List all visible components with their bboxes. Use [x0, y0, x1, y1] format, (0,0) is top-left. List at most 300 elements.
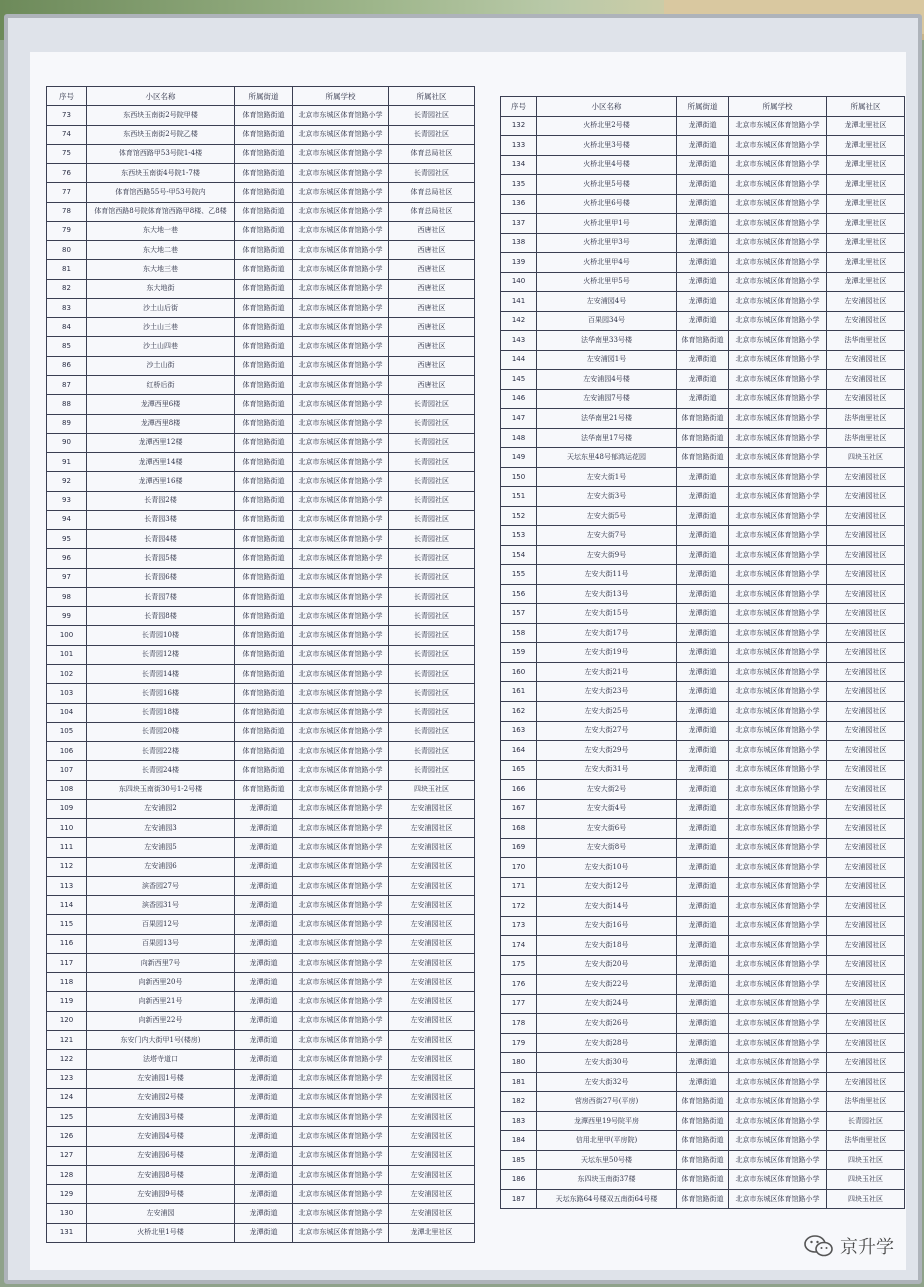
- cell-street: 体育馆路街道: [235, 337, 293, 356]
- header-index: 序号: [501, 97, 537, 117]
- table-row: [47, 664, 475, 683]
- table-row: [47, 568, 475, 587]
- cell-school: 北京市东城区体育馆路小学: [293, 819, 389, 838]
- table-row: [501, 1014, 905, 1034]
- cell-index: 142: [501, 311, 537, 331]
- cell-street: 龙潭街道: [235, 819, 293, 838]
- cell-community-name: 长青园4楼: [87, 530, 235, 549]
- table-row: [47, 934, 475, 953]
- cell-neighborhood: 左安浦园社区: [389, 1146, 475, 1165]
- cell-index: 95: [47, 530, 87, 549]
- cell-school: 北京市东城区体育馆路小学: [293, 453, 389, 472]
- table-row: [501, 701, 905, 721]
- cell-neighborhood: 左安浦园社区: [827, 467, 905, 487]
- cell-school: 北京市东城区体育馆路小学: [293, 260, 389, 279]
- cell-school: 北京市东城区体育馆路小学: [729, 643, 827, 663]
- cell-index: 156: [501, 584, 537, 604]
- cell-school: 北京市东城区体育馆路小学: [729, 936, 827, 956]
- cell-street: 龙潭街道: [235, 1146, 293, 1165]
- cell-street: 龙潭街道: [235, 1127, 293, 1146]
- table-row: [47, 241, 475, 260]
- cell-street: 龙潭街道: [235, 934, 293, 953]
- cell-community-name: 长青园22楼: [87, 742, 235, 761]
- cell-school: 北京市东城区体育馆路小学: [729, 506, 827, 526]
- cell-neighborhood: 左安浦园社区: [389, 799, 475, 818]
- cell-neighborhood: 长青园社区: [389, 722, 475, 741]
- cell-neighborhood: 左安浦园社区: [827, 838, 905, 858]
- cell-community-name: 长青园6楼: [87, 568, 235, 587]
- cell-school: 北京市东城区体育馆路小学: [729, 819, 827, 839]
- cell-street: 龙潭街道: [677, 643, 729, 663]
- cell-street: 龙潭街道: [677, 526, 729, 546]
- cell-neighborhood: 龙潭北里社区: [827, 233, 905, 253]
- cell-community-name: 左安浦园5: [87, 838, 235, 857]
- cell-index: 149: [501, 448, 537, 468]
- cell-school: 北京市东城区体育馆路小学: [293, 838, 389, 857]
- table-row: [501, 545, 905, 565]
- cell-index: 183: [501, 1111, 537, 1131]
- table-row: [501, 1170, 905, 1190]
- cell-community-name: 东四块玉南街30号1-2号楼: [87, 780, 235, 799]
- table-row: [47, 742, 475, 761]
- cell-community-name: 长青园2楼: [87, 491, 235, 510]
- cell-neighborhood: 长青园社区: [389, 433, 475, 452]
- cell-community-name: 左安浦园3号楼: [87, 1108, 235, 1127]
- cell-index: 147: [501, 409, 537, 429]
- cell-index: 97: [47, 568, 87, 587]
- cell-street: 体育馆路街道: [677, 428, 729, 448]
- cell-community-name: 左安大街14号: [537, 897, 677, 917]
- cell-neighborhood: 西唐社区: [389, 260, 475, 279]
- cell-street: 龙潭街道: [677, 370, 729, 390]
- cell-neighborhood: 左安浦园社区: [827, 584, 905, 604]
- table-row: [501, 467, 905, 487]
- cell-community-name: 长青园14楼: [87, 664, 235, 683]
- cell-street: 龙潭街道: [677, 467, 729, 487]
- cell-community-name: 体育馆西路8号院体育馆西路甲8楼、乙8楼: [87, 202, 235, 221]
- cell-school: 北京市东城区体育馆路小学: [729, 448, 827, 468]
- cell-community-name: 左安浦园4号楼: [87, 1127, 235, 1146]
- cell-index: 162: [501, 701, 537, 721]
- left-table: [46, 86, 475, 1243]
- cell-index: 125: [47, 1108, 87, 1127]
- cell-school: 北京市东城区体育馆路小学: [293, 684, 389, 703]
- table-row: [47, 1165, 475, 1184]
- table-row: [501, 506, 905, 526]
- cell-index: 130: [47, 1204, 87, 1223]
- cell-index: 76: [47, 164, 87, 183]
- cell-index: 77: [47, 183, 87, 202]
- table-row: [47, 626, 475, 645]
- table-row: [47, 780, 475, 799]
- cell-neighborhood: 龙潭北里社区: [827, 136, 905, 156]
- cell-street: 龙潭街道: [677, 194, 729, 214]
- cell-school: 北京市东城区体育馆路小学: [729, 994, 827, 1014]
- cell-street: 体育馆路街道: [677, 448, 729, 468]
- cell-street: 体育馆路街道: [677, 1092, 729, 1112]
- cell-neighborhood: 西唐社区: [389, 356, 475, 375]
- cell-street: 体育馆路街道: [677, 1170, 729, 1190]
- cell-neighborhood: 左安浦园社区: [827, 311, 905, 331]
- cell-street: 体育馆路街道: [235, 298, 293, 317]
- cell-school: 北京市东城区体育馆路小学: [293, 125, 389, 144]
- cell-neighborhood: 左安浦园社区: [827, 936, 905, 956]
- cell-school: 北京市东城区体育馆路小学: [729, 214, 827, 234]
- cell-community-name: 左安大街9号: [537, 545, 677, 565]
- table-row: [501, 838, 905, 858]
- table-row: [501, 155, 905, 175]
- cell-neighborhood: 长青园社区: [389, 587, 475, 606]
- cell-index: 137: [501, 214, 537, 234]
- cell-street: 龙潭街道: [677, 214, 729, 234]
- cell-school: 北京市东城区体育馆路小学: [729, 838, 827, 858]
- cell-street: 龙潭街道: [235, 799, 293, 818]
- cell-school: 北京市东城区体育馆路小学: [729, 370, 827, 390]
- cell-index: 101: [47, 645, 87, 664]
- cell-index: 85: [47, 337, 87, 356]
- cell-school: 北京市东城区体育馆路小学: [293, 356, 389, 375]
- cell-community-name: 百果园12号: [87, 915, 235, 934]
- cell-index: 151: [501, 487, 537, 507]
- cell-neighborhood: 左安浦园社区: [827, 760, 905, 780]
- cell-community-name: 长青园10楼: [87, 626, 235, 645]
- cell-street: 龙潭街道: [235, 1165, 293, 1184]
- table-row: [47, 973, 475, 992]
- table-row: [47, 1088, 475, 1107]
- cell-community-name: 长青园5楼: [87, 549, 235, 568]
- cell-community-name: 左安大街21号: [537, 662, 677, 682]
- cell-school: 北京市东城区体育馆路小学: [729, 116, 827, 136]
- cell-street: 龙潭街道: [235, 992, 293, 1011]
- cell-neighborhood: 左安浦园社区: [827, 623, 905, 643]
- cell-community-name: 东安门内大街甲1号(楼房): [87, 1031, 235, 1050]
- table-row: [501, 1072, 905, 1092]
- cell-index: 153: [501, 526, 537, 546]
- cell-index: 129: [47, 1185, 87, 1204]
- cell-index: 139: [501, 253, 537, 273]
- cell-street: 龙潭街道: [235, 1011, 293, 1030]
- cell-community-name: 左安大街10号: [537, 858, 677, 878]
- left-header-row: [47, 87, 475, 106]
- cell-neighborhood: 长青园社区: [389, 106, 475, 125]
- cell-school: 北京市东城区体育馆路小学: [293, 645, 389, 664]
- cell-index: 164: [501, 741, 537, 761]
- cell-index: 154: [501, 545, 537, 565]
- cell-school: 北京市东城区体育馆路小学: [729, 1072, 827, 1092]
- cell-community-name: 长青园3楼: [87, 510, 235, 529]
- cell-index: 166: [501, 780, 537, 800]
- cell-street: 体育馆路街道: [677, 331, 729, 351]
- cell-neighborhood: 左安浦园社区: [827, 955, 905, 975]
- table-row: [501, 194, 905, 214]
- cell-neighborhood: 长青园社区: [389, 453, 475, 472]
- cell-community-name: 左安大街5号: [537, 506, 677, 526]
- table-row: [47, 722, 475, 741]
- cell-neighborhood: 左安浦园社区: [827, 604, 905, 624]
- cell-neighborhood: 左安浦园社区: [389, 973, 475, 992]
- cell-community-name: 体育馆西路甲53号院1-4楼: [87, 144, 235, 163]
- cell-neighborhood: 左安浦园社区: [827, 741, 905, 761]
- cell-community-name: 火桥北里3号楼: [537, 136, 677, 156]
- cell-neighborhood: 左安浦园社区: [389, 1069, 475, 1088]
- cell-community-name: 左安大街32号: [537, 1072, 677, 1092]
- cell-community-name: 左安大街12号: [537, 877, 677, 897]
- table-row: [501, 936, 905, 956]
- cell-neighborhood: 左安浦园社区: [827, 975, 905, 995]
- cell-neighborhood: 左安浦园社区: [827, 799, 905, 819]
- cell-street: 体育馆路街道: [235, 510, 293, 529]
- table-row: [501, 623, 905, 643]
- watermark: [804, 1233, 894, 1259]
- cell-school: 北京市东城区体育馆路小学: [729, 1033, 827, 1053]
- posted-sheet: [30, 52, 906, 1270]
- cell-index: 80: [47, 241, 87, 260]
- cell-index: 178: [501, 1014, 537, 1034]
- cell-index: 120: [47, 1011, 87, 1030]
- cell-neighborhood: 长青园社区: [827, 1111, 905, 1131]
- cell-neighborhood: 左安浦园社区: [827, 643, 905, 663]
- header-community-name: 小区名称: [537, 97, 677, 117]
- cell-neighborhood: 四块玉社区: [389, 780, 475, 799]
- cell-community-name: 左安浦园7号楼: [537, 389, 677, 409]
- cell-neighborhood: 左安浦园社区: [827, 858, 905, 878]
- cell-community-name: 龙潭西里6楼: [87, 395, 235, 414]
- cell-school: 北京市东城区体育馆路小学: [729, 780, 827, 800]
- cell-school: 北京市东城区体育馆路小学: [293, 1185, 389, 1204]
- cell-neighborhood: 四块玉社区: [827, 1189, 905, 1209]
- cell-street: 龙潭街道: [235, 1185, 293, 1204]
- cell-school: 北京市东城区体育馆路小学: [293, 742, 389, 761]
- cell-community-name: 天坛东路64号楼双五南街64号楼: [537, 1189, 677, 1209]
- cell-neighborhood: 长青园社区: [389, 703, 475, 722]
- cell-index: 82: [47, 279, 87, 298]
- table-row: [47, 1108, 475, 1127]
- cell-community-name: 火桥北里甲4号: [537, 253, 677, 273]
- table-row: [501, 799, 905, 819]
- cell-index: 98: [47, 587, 87, 606]
- cell-index: 172: [501, 897, 537, 917]
- cell-community-name: 左安大街23号: [537, 682, 677, 702]
- cell-school: 北京市东城区体育馆路小学: [729, 175, 827, 195]
- cell-street: 龙潭街道: [677, 1014, 729, 1034]
- cell-street: 龙潭街道: [235, 857, 293, 876]
- cell-index: 78: [47, 202, 87, 221]
- cell-index: 84: [47, 318, 87, 337]
- cell-street: 体育馆路街道: [235, 202, 293, 221]
- cell-school: 北京市东城区体育馆路小学: [293, 722, 389, 741]
- cell-index: 141: [501, 292, 537, 312]
- cell-index: 157: [501, 604, 537, 624]
- table-row: [47, 279, 475, 298]
- cell-school: 北京市东城区体育馆路小学: [293, 318, 389, 337]
- cell-community-name: 法华南里33号楼: [537, 331, 677, 351]
- cell-neighborhood: 龙潭北里社区: [827, 194, 905, 214]
- cell-index: 182: [501, 1092, 537, 1112]
- table-row: [501, 214, 905, 234]
- cell-school: 北京市东城区体育馆路小学: [293, 857, 389, 876]
- cell-neighborhood: 长青园社区: [389, 761, 475, 780]
- cell-neighborhood: 长青园社区: [389, 125, 475, 144]
- table-row: [501, 584, 905, 604]
- table-row: [47, 414, 475, 433]
- table-row: [501, 1131, 905, 1151]
- cell-school: 北京市东城区体育馆路小学: [293, 799, 389, 818]
- cell-index: 185: [501, 1150, 537, 1170]
- cell-street: 龙潭街道: [235, 1204, 293, 1223]
- cell-school: 北京市东城区体育馆路小学: [729, 350, 827, 370]
- cell-index: 75: [47, 144, 87, 163]
- cell-neighborhood: 左安浦园社区: [827, 487, 905, 507]
- cell-school: 北京市东城区体育馆路小学: [293, 626, 389, 645]
- table-row: [501, 526, 905, 546]
- cell-school: 北京市东城区体育馆路小学: [729, 526, 827, 546]
- cell-street: 体育馆路街道: [235, 241, 293, 260]
- cell-school: 北京市东城区体育馆路小学: [293, 549, 389, 568]
- cell-school: 北京市东城区体育馆路小学: [729, 1150, 827, 1170]
- cell-community-name: 法华南里21号楼: [537, 409, 677, 429]
- cell-street: 龙潭街道: [677, 662, 729, 682]
- table-row: [501, 253, 905, 273]
- cell-school: 北京市东城区体育馆路小学: [293, 530, 389, 549]
- cell-index: 114: [47, 896, 87, 915]
- cell-street: 体育馆路街道: [677, 409, 729, 429]
- cell-street: 体育馆路街道: [235, 626, 293, 645]
- cell-neighborhood: 长青园社区: [389, 664, 475, 683]
- cell-school: 北京市东城区体育馆路小学: [293, 106, 389, 125]
- cell-neighborhood: 体育总局社区: [389, 144, 475, 163]
- cell-community-name: 左安大街11号: [537, 565, 677, 585]
- cell-school: 北京市东城区体育馆路小学: [293, 607, 389, 626]
- cell-school: 北京市东城区体育馆路小学: [293, 144, 389, 163]
- table-row: [47, 356, 475, 375]
- cell-community-name: 左安大街25号: [537, 701, 677, 721]
- cell-school: 北京市东城区体育馆路小学: [293, 164, 389, 183]
- table-row: [501, 897, 905, 917]
- cell-neighborhood: 左安浦园社区: [827, 662, 905, 682]
- cell-neighborhood: 左安浦园社区: [389, 953, 475, 972]
- cell-neighborhood: 左安浦园社区: [827, 1072, 905, 1092]
- cell-street: 龙潭街道: [235, 953, 293, 972]
- table-row: [47, 953, 475, 972]
- cell-street: 龙潭街道: [235, 1069, 293, 1088]
- cell-street: 龙潭街道: [677, 506, 729, 526]
- cell-street: 龙潭街道: [677, 858, 729, 878]
- cell-community-name: 天坛东里48号郁鸿运花园: [537, 448, 677, 468]
- cell-school: 北京市东城区体育馆路小学: [293, 1223, 389, 1242]
- cell-index: 122: [47, 1050, 87, 1069]
- cell-street: 体育馆路街道: [235, 395, 293, 414]
- cell-community-name: 左安浦园1号楼: [87, 1069, 235, 1088]
- cell-school: 北京市东城区体育馆路小学: [293, 761, 389, 780]
- cell-index: 181: [501, 1072, 537, 1092]
- cell-school: 北京市东城区体育馆路小学: [729, 331, 827, 351]
- cell-community-name: 营房西街27号(平房): [537, 1092, 677, 1112]
- cell-community-name: 左安浦园8号楼: [87, 1165, 235, 1184]
- cell-community-name: 左安浦园4号楼: [537, 370, 677, 390]
- cell-street: 龙潭街道: [677, 1072, 729, 1092]
- cell-community-name: 左安浦园6号楼: [87, 1146, 235, 1165]
- header-neighborhood: 所属社区: [827, 97, 905, 117]
- table-row: [501, 136, 905, 156]
- table-row: [47, 337, 475, 356]
- cell-school: 北京市东城区体育馆路小学: [729, 662, 827, 682]
- cell-street: 龙潭街道: [677, 955, 729, 975]
- cell-school: 北京市东城区体育馆路小学: [729, 877, 827, 897]
- cell-neighborhood: 左安浦园社区: [389, 1031, 475, 1050]
- cell-street: 体育馆路街道: [235, 530, 293, 549]
- cell-index: 86: [47, 356, 87, 375]
- table-row: [501, 955, 905, 975]
- cell-community-name: 东大地一巷: [87, 221, 235, 240]
- cell-street: 龙潭街道: [235, 1050, 293, 1069]
- cell-index: 88: [47, 395, 87, 414]
- cell-community-name: 沙土山四巷: [87, 337, 235, 356]
- cell-neighborhood: 龙潭北里社区: [827, 116, 905, 136]
- cell-street: 龙潭街道: [677, 701, 729, 721]
- cell-street: 龙潭街道: [677, 253, 729, 273]
- cell-neighborhood: 左安浦园社区: [827, 994, 905, 1014]
- table-row: [47, 838, 475, 857]
- cell-index: 79: [47, 221, 87, 240]
- cell-index: 159: [501, 643, 537, 663]
- cell-neighborhood: 龙潭北里社区: [827, 175, 905, 195]
- cell-neighborhood: 左安浦园社区: [389, 819, 475, 838]
- cell-index: 131: [47, 1223, 87, 1242]
- cell-index: 167: [501, 799, 537, 819]
- cell-neighborhood: 龙潭北里社区: [827, 272, 905, 292]
- cell-neighborhood: 法华南里社区: [827, 409, 905, 429]
- cell-street: 体育馆路街道: [235, 472, 293, 491]
- cell-index: 106: [47, 742, 87, 761]
- cell-neighborhood: 体育总局社区: [389, 202, 475, 221]
- cell-street: 体育馆路街道: [235, 318, 293, 337]
- cell-school: 北京市东城区体育馆路小学: [293, 915, 389, 934]
- cell-community-name: 东大地街: [87, 279, 235, 298]
- table-row: [501, 233, 905, 253]
- cell-neighborhood: 左安浦园社区: [827, 1033, 905, 1053]
- cell-neighborhood: 四块玉社区: [827, 448, 905, 468]
- cell-school: 北京市东城区体育馆路小学: [729, 545, 827, 565]
- cell-school: 北京市东城区体育馆路小学: [729, 701, 827, 721]
- cell-community-name: 龙潭西里19号院平房: [537, 1111, 677, 1131]
- cell-community-name: 火桥北里甲3号: [537, 233, 677, 253]
- cell-street: 体育馆路街道: [677, 1131, 729, 1151]
- cell-community-name: 向新西里22号: [87, 1011, 235, 1030]
- cell-index: 92: [47, 472, 87, 491]
- cell-index: 126: [47, 1127, 87, 1146]
- cell-street: 龙潭街道: [677, 760, 729, 780]
- table-row: [501, 409, 905, 429]
- table-row: [501, 565, 905, 585]
- cell-school: 北京市东城区体育馆路小学: [729, 311, 827, 331]
- cell-school: 北京市东城区体育馆路小学: [729, 409, 827, 429]
- table-row: [47, 1223, 475, 1242]
- cell-community-name: 左安浦园2: [87, 799, 235, 818]
- cell-street: 龙潭街道: [677, 799, 729, 819]
- cell-index: 176: [501, 975, 537, 995]
- cell-school: 北京市东城区体育馆路小学: [729, 136, 827, 156]
- cell-street: 龙潭街道: [677, 916, 729, 936]
- cell-school: 北京市东城区体育馆路小学: [293, 433, 389, 452]
- cell-index: 148: [501, 428, 537, 448]
- cell-school: 北京市东城区体育馆路小学: [293, 1108, 389, 1127]
- table-row: [501, 721, 905, 741]
- cell-community-name: 龙潭西里14楼: [87, 453, 235, 472]
- table-row: [501, 448, 905, 468]
- cell-neighborhood: 长青园社区: [389, 626, 475, 645]
- cell-index: 96: [47, 549, 87, 568]
- cell-community-name: 东四块玉南街37楼: [537, 1170, 677, 1190]
